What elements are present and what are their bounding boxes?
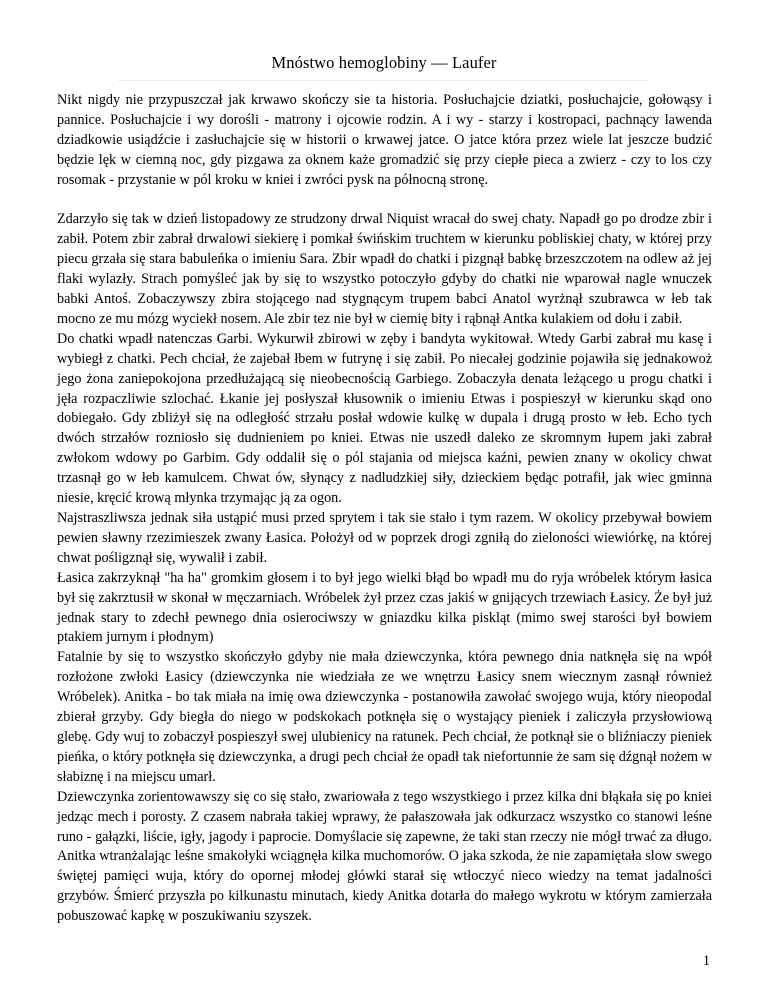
page-number: 1 — [702, 953, 710, 969]
paragraph: Łasica zakrzyknął "ha ha" gromkim głosem i to był jego wielki błąd bo wpadł mu do ryja wróbelek którym łasica był się zakrztusił w skonał w męczarniach. Wróbelek żył przez czas jakiś w gnijących trzewiach Łasicy. Że był już jednak stary to zdechł pewnego dnia osierociwszy w gniazdku kilka piskląt (mimo swej starości był bowiem ptakiem jurnym i płodnym) — [57, 569, 712, 646]
paragraph: Najstraszliwsza jednak siła ustąpić musi przed sprytem i tak sie stało i tym razem. W okolicy przebywał bowiem pewien sławny rzezimieszek zwany Łasica. Położył od w poprzek drogi zgniłą do zieloności wiewiórkę, na której chwat pośligznął się, wywalił i zabił. — [57, 510, 712, 566]
paragraph-gap — [57, 191, 712, 211]
paragraph: Do chatki wpadł natenczas Garbi. Wykurwił zbirowi w zęby i bandyta wykitował. Wtedy Garbi zabrał mu kasę i wybiegł z chatki. Pech chciał, że zajebał łbem w futrynę i się zabił. Po niecałej godzinie pojawiła się jednakowoż jego żona zaniepokojona przedłużającą się nieobecnością Garbiego. Zobaczyła denata leżącego u progu chatki i jęła rozpaczliwie szlochać. Łkanie jej posłyszał kłusownik o imieniu Etwas i pospieszył w kierunku skąd ono dobiegało. Gdy zbliżył się na odległość strzału posłał wdowie kulkę w dupala i drugą prosto w łeb. Echo tych dwóch strzałów rozniosło się dudnieniem po kniei. Etwas nie uszedł daleko ze skromnym łupem jaki zabrał zwłokom wdowy po Garbim. Gdy oddalił się o pól stajania od miejsca kaźni, pewien znany w okolicy chwat trzasnął go w łeb kamulcem. Chwat ów, słynący z nadludzkiej siły, dzieckiem będąc potrafił, jak wiec gminna niesie, kręcić krową młynka trzymając ją za ogon. — [57, 330, 712, 507]
paragraph: Nikt nigdy nie przypuszczał jak krwawo skończy sie ta historia. Posłuchajcie dziatki, posłuchajcie, gołowąsy i pannice. Posłuchajcie i wy dorośli - matrony i ojcowie rodzin. A i wy - starzy i kostropaci, pachnący lawenda dziadkowie usiądźcie i zasłuchajcie się w historii o krwawej jatce. O jatce która przez wiele lat jeszcze budzić będzie lęk w ciemną noc, gdy pizgawa za oknem każe gromadzić się przy ciepłe pieca a zwierz - czy to los czy rosomak - przystanie w pól kroku w kniei i zwróci pysk na północną stronę. — [57, 92, 712, 188]
paragraph: Fatalnie by się to wszystko skończyło gdyby nie mała dziewczynka, która pewnego dnia natknęła się na wpół rozłożone zwłoki Łasicy (dziewczynka nie wiedziała ze we wnętrzu Łasicy snem wiecznym zasnął również Wróbelek). Anitka - bo tak miała na imię owa dziewczynka - postanowiła zawołać swojego wuja, który nieopodal zbierał grzyby. Gdy biegła do niego w podskokach potknęła się o wystający pieniek i zaliczyła przysłowiową glebę. Gdy wuj to zobaczył pospieszył swej ulubienicy na ratunek. Pech chciał, że potknął sie o bliźniaczy pieniek pieńka, o który potknęła się dziewczynka, a drugi pech chciał że opadł tak niefortunnie że sam się dźgnął nożem w słabiznę i na miejscu umarł. — [57, 649, 712, 785]
title-divider — [118, 80, 648, 81]
document-body — [57, 91, 712, 927]
document-title: Mnóstwo hemoglobiny — Laufer — [271, 53, 497, 72]
paragraph: Dziewczynka zorientowawszy się co się stało, zwariowała z tego wszystkiego i przez kilka dni błąkała się po kniei jedząc mech i porosty. Z czasem nabrała takiej wprawy, że pałaszowała jak odkurzacz wszystko co stanowi leśne runo - gałązki, liście, igły, jagody i paprocie. Domyślacie się zapewne, że taki stan rzeczy nie mógł trwać za długo. Anitka wtranżalając leśne smakołyki wciągnęła kilka muchomorów. O jaka szkoda, że nie zapamiętała slow swego świętej pamięci wuja, który do opornej młodej główki starał się wtłoczyć nieco wiedzy na temat jadalności grzybów. Śmierć przyszła po kilkunastu minutach, kiedy Anitka dotarła do małego wykrotu w którym zamierzała pobuszować kapkę w poszukiwaniu szyszek. — [57, 788, 712, 925]
paragraph: Zdarzyło się tak w dzień listopadowy ze strudzony drwal Niquist wracał do swej chaty. Napadł go po drodze zbir i zabił. Potem zbir zabrał drwalowi siekierę i pomkał świńskim truchtem w kierunku pobliskiej chaty, w której przy piecu grzała się stara babuleńka o imieniu Sara. Zbir wpadł do chatki i pizgnął babkę brzeszczotem na odlew aż jej flaki wylazły. Strach pomyśleć jak by się to wszystko potoczyło gdyby do chatki nie wparował nagle wnuczek babki Antoś. Zobaczywszy zbira stojącego nad stygnącym trupem babci Anatol wyrżnął szubrawca w łeb tak mocno ze mu mózg wyciekł nosem. Ale zbir tez nie był w ciemię bity i rąbnął Antka kulakiem od dołu i zabił. — [57, 211, 712, 327]
